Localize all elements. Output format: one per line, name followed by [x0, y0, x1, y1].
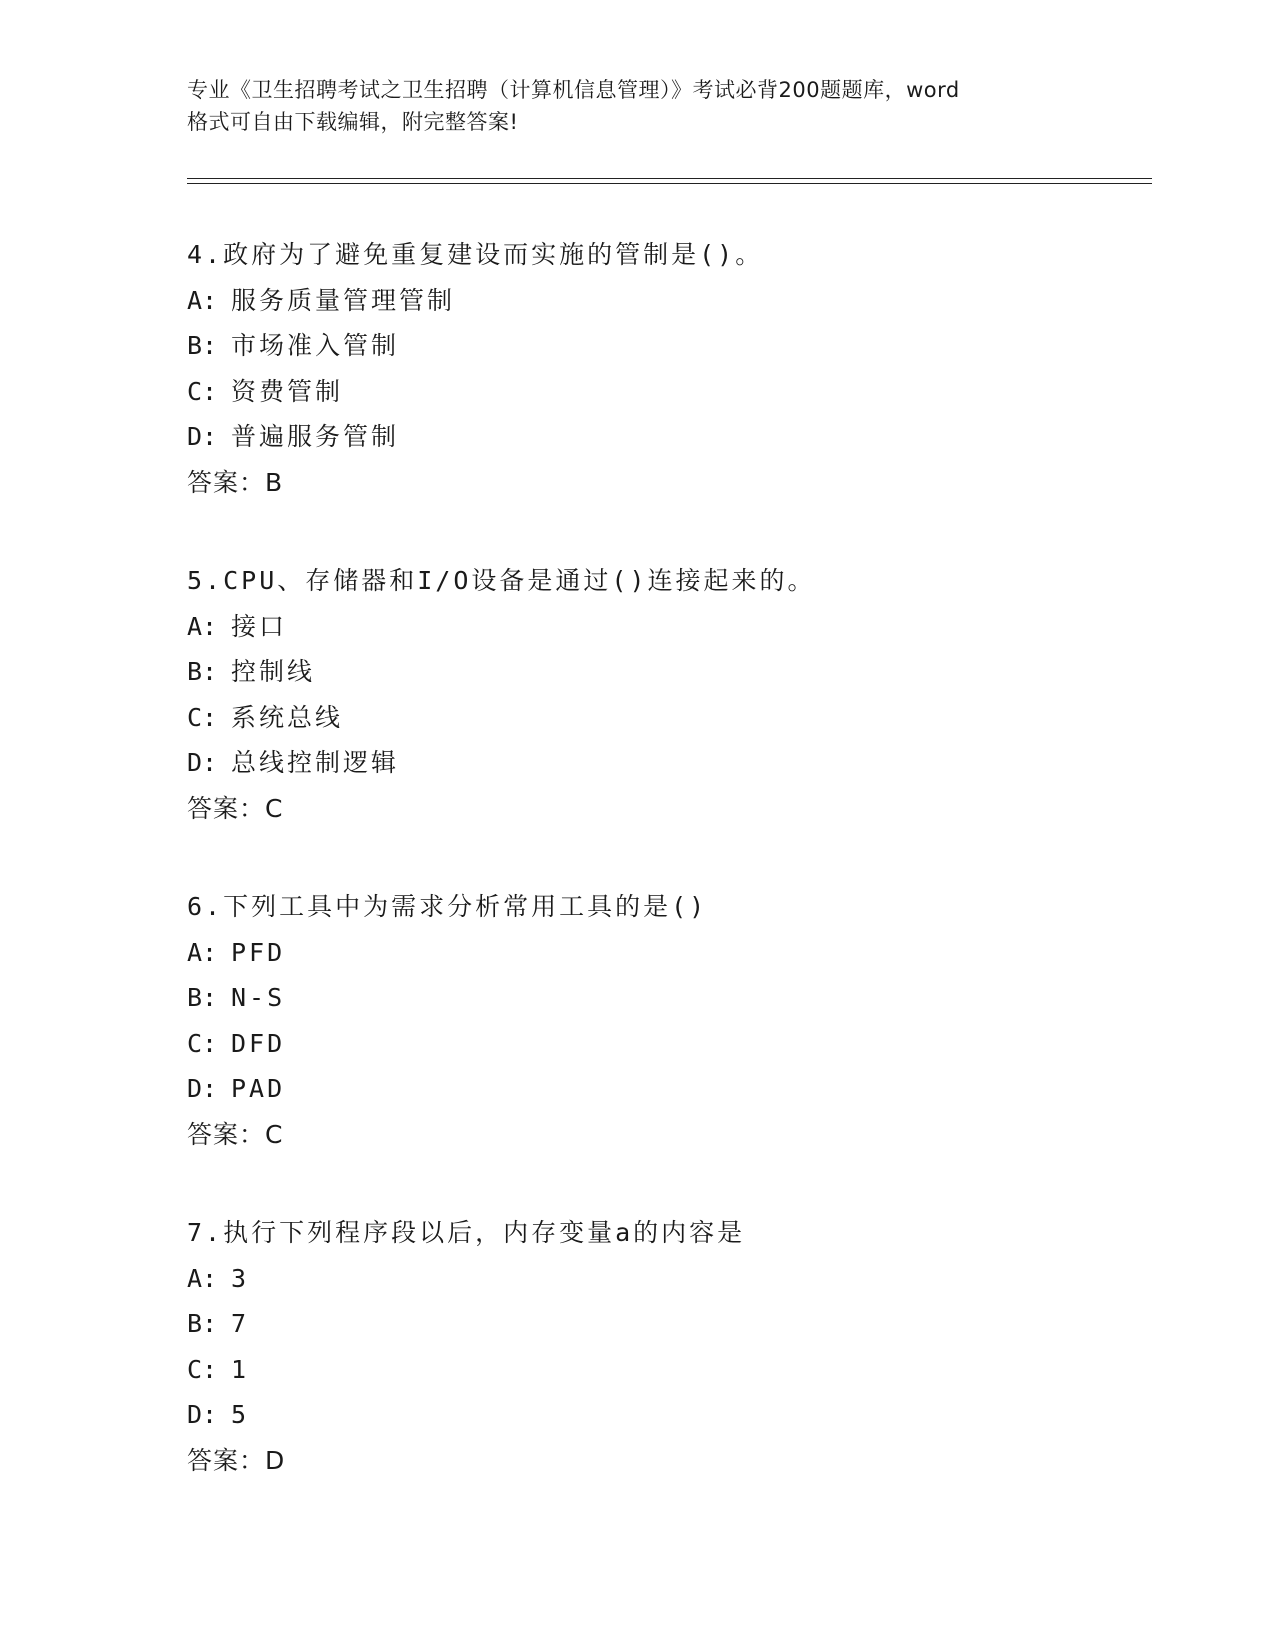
answer-label: 答案：B: [187, 467, 284, 497]
question-5: [187, 558, 1152, 831]
question-stem: 5.CPU、存储器和I/O设备是通过()连接起来的。: [187, 566, 816, 595]
option-text: 控制线: [231, 657, 316, 686]
header-divider-bottom: [187, 183, 1152, 184]
option-key: B:: [187, 1309, 218, 1338]
option-a: [187, 1256, 1152, 1302]
option-a: [187, 604, 1152, 650]
option-key: D:: [187, 1400, 218, 1429]
option-text: 服务质量管理管制: [231, 285, 456, 315]
question-4: [187, 232, 1152, 505]
option-key: C:: [187, 1028, 218, 1058]
option-c: [187, 1021, 1152, 1067]
question-stem: 7.执行下列程序段以后，内存变量a的内容是: [187, 1218, 746, 1247]
option-text: 1: [231, 1354, 250, 1384]
option-key: D:: [187, 422, 218, 451]
option-b: [187, 649, 1152, 695]
option-text: 3: [231, 1263, 250, 1293]
answer-label: 答案：D: [187, 1445, 286, 1475]
option-text: 市场准入管制: [231, 331, 400, 360]
question-stem: 4.政府为了避免重复建设而实施的管制是()。: [187, 240, 764, 269]
header-line-1: 专业《卫生招聘考试之卫生招聘（计算机信息管理）》考试必背200题题库，word: [187, 78, 960, 102]
option-a: [187, 930, 1152, 976]
answer-label: 答案：C: [187, 793, 284, 823]
option-b: [187, 323, 1152, 369]
option-text: 总线控制逻辑: [231, 748, 400, 777]
option-b: [187, 975, 1152, 1021]
option-key: C:: [187, 376, 218, 406]
option-c: [187, 1347, 1152, 1393]
option-key: A:: [187, 611, 218, 641]
option-text: PAD: [231, 1074, 286, 1103]
header-divider-top: [187, 178, 1152, 179]
option-text: 资费管制: [231, 376, 344, 406]
option-text: 5: [231, 1400, 250, 1429]
option-key: B:: [187, 983, 218, 1012]
option-d: [187, 414, 1152, 460]
option-b: [187, 1301, 1152, 1347]
option-key: C:: [187, 1354, 218, 1384]
option-text: N-S: [231, 983, 286, 1012]
option-text: 普遍服务管制: [231, 422, 400, 451]
question-6: [187, 884, 1152, 1157]
document-header: [187, 74, 1087, 138]
option-c: [187, 695, 1152, 741]
option-key: D:: [187, 1074, 218, 1103]
option-text: 7: [231, 1309, 250, 1338]
option-d: [187, 1392, 1152, 1438]
option-d: [187, 740, 1152, 786]
question-stem: 6.下列工具中为需求分析常用工具的是(): [187, 892, 708, 921]
answer-label: 答案：C: [187, 1119, 284, 1149]
option-text: DFD: [231, 1028, 286, 1058]
option-text: 系统总线: [231, 702, 344, 732]
option-key: C:: [187, 702, 218, 732]
header-line-2: 格式可自由下载编辑，附完整答案!: [187, 110, 519, 134]
option-key: A:: [187, 285, 218, 315]
option-key: D:: [187, 748, 218, 777]
option-key: A:: [187, 937, 218, 967]
option-key: A:: [187, 1263, 218, 1293]
question-list: [187, 232, 1152, 1536]
option-a: [187, 278, 1152, 324]
question-7: [187, 1210, 1152, 1483]
option-text: 接口: [231, 611, 288, 641]
option-key: B:: [187, 657, 218, 686]
option-c: [187, 369, 1152, 415]
option-text: PFD: [231, 937, 286, 967]
option-d: [187, 1066, 1152, 1112]
option-key: B:: [187, 331, 218, 360]
